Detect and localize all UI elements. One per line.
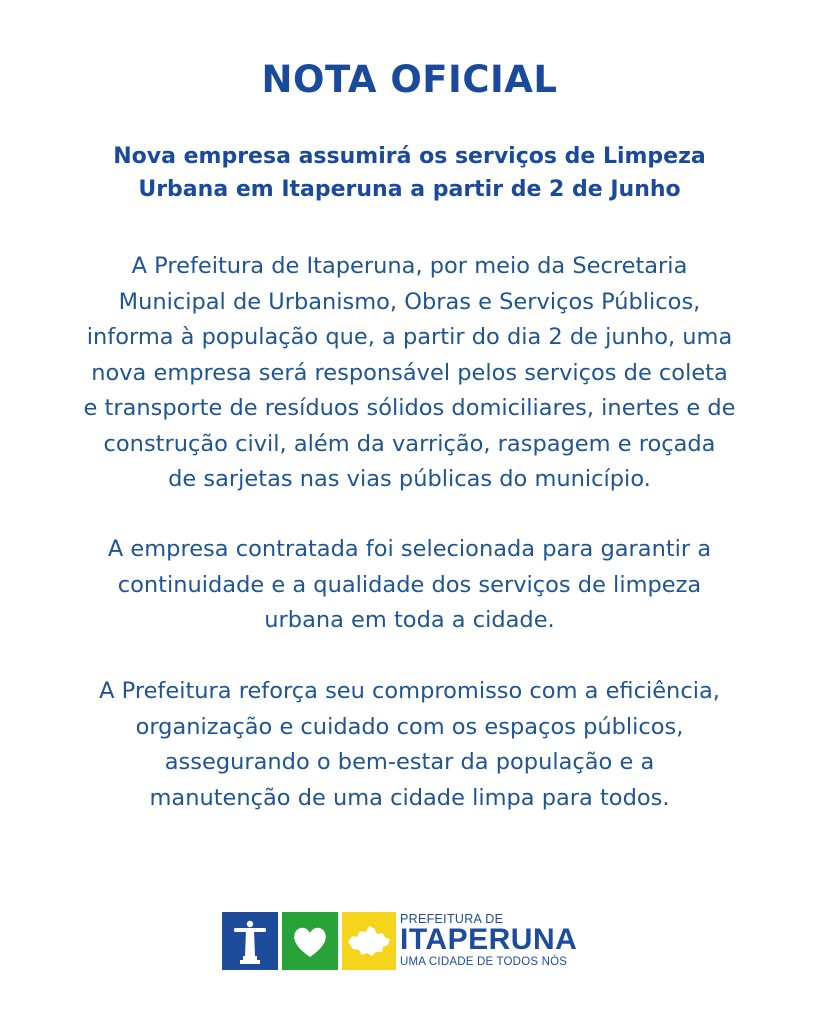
logo-prefeitura-de: PREFEITURA DE	[400, 912, 504, 926]
paragraph-line: de sarjetas nas vias públicas do município.	[168, 466, 651, 492]
paragraph-line: manutenção de uma cidade limpa para todos.	[149, 784, 670, 811]
paragraph-commitment	[30, 674, 789, 816]
paragraph-line: A Prefeitura de Itaperuna, por meio da Secretaria	[131, 253, 688, 279]
paragraph-line: Municipal de Urbanismo, Obras e Serviços Públicos,	[118, 288, 701, 315]
paragraph-line: A Prefeitura reforça seu compromisso com a eficiência,	[99, 678, 720, 704]
paragraph-line: continuidade e a qualidade dos serviços de limpeza	[117, 571, 702, 598]
paragraph-line: urbana em toda a cidade.	[264, 607, 555, 633]
logo-tagline: UMA CIDADE DE TODOS NÓS	[400, 956, 568, 968]
paragraph-line: nova empresa será responsável pelos serviços de coleta	[91, 359, 728, 386]
logo-wordmark	[400, 912, 604, 970]
paragraph-announcement	[30, 249, 789, 498]
paragraph-line: A empresa contratada foi selecionada para garantir a	[107, 536, 712, 562]
prefeitura-logo	[222, 912, 602, 972]
subtitle-line: Nova empresa assumirá os serviços de Limpeza	[113, 144, 706, 169]
paragraph-line: organização e cuidado com os espaços públicos,	[135, 713, 684, 740]
paragraph-line: construção civil, além da varrição, raspagem e roçada	[103, 430, 716, 457]
paragraph-line: informa à população que, a partir do dia 2 de junho, uma	[86, 324, 733, 350]
paragraph-line: assegurando o bem-estar da população e a	[164, 749, 655, 775]
subtitle	[60, 140, 759, 206]
paragraph-company	[30, 532, 789, 639]
subtitle-line: Urbana em Itaperuna a partir de 2 de Junho	[138, 177, 681, 202]
city-map-icon	[342, 912, 396, 970]
logo-city-name: ITAPERUNA	[400, 923, 578, 956]
christ-statue-icon	[222, 912, 278, 970]
heart-icon	[282, 912, 338, 970]
page-title: NOTA OFICIAL	[261, 58, 558, 101]
paragraph-line: e transporte de resíduos sólidos domiciliares, inertes e de	[83, 395, 736, 421]
